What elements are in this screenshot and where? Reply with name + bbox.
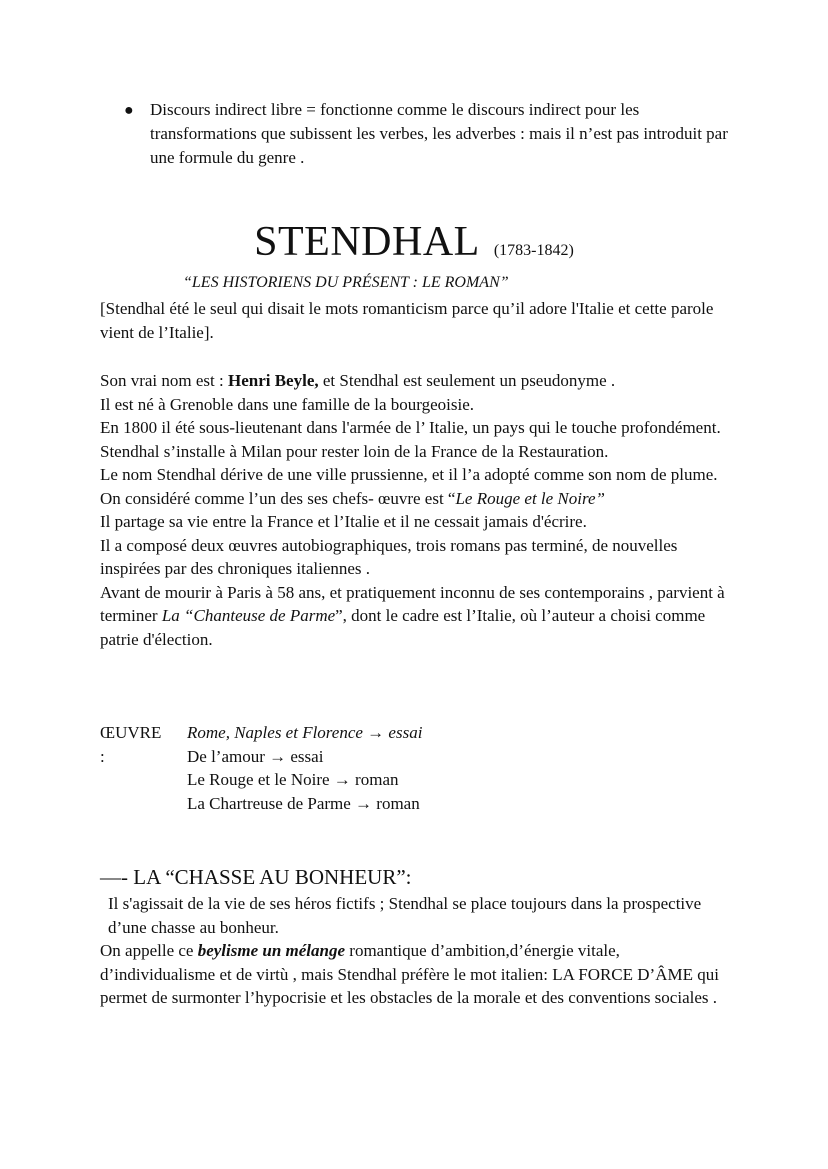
beylisme-definition: romantique d’ambition,d’énergie vitale, d’individualisme et de virtù , mais Stendhal préfère le mot italien: LA FORCE D’ÂME qui permet de surmonter l’hypocrisie et les obstacles de la morale et des conventions sociales . [100, 941, 719, 1007]
bio-line-name [100, 369, 730, 393]
bullet-text: Discours indirect libre = fonctionne comme le discours indirect pour les transformations que subissent les verbes, les adverbes : mais il n’est pas introduit par une formule du genre . [150, 100, 728, 167]
beylisme-prefix: On appelle ce [100, 941, 198, 960]
bio-line-masterpiece [100, 487, 730, 511]
bio-line-birth: Il est né à Grenoble dans une famille de la bourgeoisie. [100, 394, 475, 414]
subtitle: “LES HISTORIENS DU PRÉSENT : LE ROMAN” [183, 274, 509, 291]
bio-line-life: Il partage sa vie entre la France et l’Italie et il ne cessait jamais d'écrire. [100, 512, 587, 531]
work-item: La Chartreuse de Parme → roman [187, 793, 420, 813]
biography [100, 369, 730, 651]
bio-line-works: Il a composé deux œuvres autobiographiques, trois romans pas terminé, de nouvelles inspirées par des chroniques italiennes . [100, 535, 678, 578]
intro-note-text: [Stendhal été le seul qui disait le mots romanticism parce qu’il adore l'Italie et cette parole vient de l’Italie]. [100, 299, 714, 342]
section-heading: —- LA “CHASSE AU BONHEUR”: [100, 865, 412, 889]
bullet-icon: ● [124, 102, 134, 119]
works-label: ŒUVRE : [100, 723, 162, 766]
masterpiece-title: Le Rouge et le Noire” [455, 488, 605, 508]
title-row [0, 218, 828, 266]
masterpiece-prefix: On considéré comme l’un des ses chefs- œuvre est “ [100, 488, 456, 508]
section-paragraph-1: Il s'agissait de la vie de ses héros fictifs ; Stendhal se place toujours dans la prospective d’une chasse au bonheur. [108, 894, 702, 937]
works-items [187, 721, 587, 815]
bio-line-death [100, 581, 730, 652]
death-suffix: ”, dont le cadre est l’Italie, où l’auteur a choisi comme patrie d'élection. [100, 606, 706, 649]
real-name: Henri Beyle, [227, 371, 319, 390]
work-item: De l’amour → essai [187, 746, 324, 766]
work-item: Le Rouge et le Noire → roman [187, 770, 399, 789]
intro-note [100, 297, 730, 344]
beylisme-term: beylisme un mélange [197, 941, 346, 960]
death-prefix: Avant de mourir à Paris à 58 ans, et pratiquement inconnu de ses contemporains , parvient à terminer [100, 582, 725, 625]
bio-name-suffix: et Stendhal est seulement un pseudonyme . [318, 371, 616, 390]
bio-name-prefix: Son vrai nom est : [100, 371, 228, 390]
work-item: Rome, Naples et Florence → essai [187, 723, 423, 742]
section-paragraph-2 [100, 939, 730, 1010]
section-body [100, 892, 730, 1010]
title-dates: (1783-1842) [493, 242, 574, 259]
chartreuse-title: La “Chanteuse de Parme [161, 606, 336, 625]
bio-line-army: En 1800 il été sous-lieutenant dans l'armée de l’ Italie, un pays qui le touche profondément. Stendhal s’installe à Milan pour rester loin de la France de la Restauration. [100, 418, 721, 461]
bio-line-pen-name: Le nom Stendhal dérive de une ville prussienne, et il l’a adopté comme son nom de plume. [100, 465, 718, 484]
page-title: STENDHAL [254, 219, 480, 265]
